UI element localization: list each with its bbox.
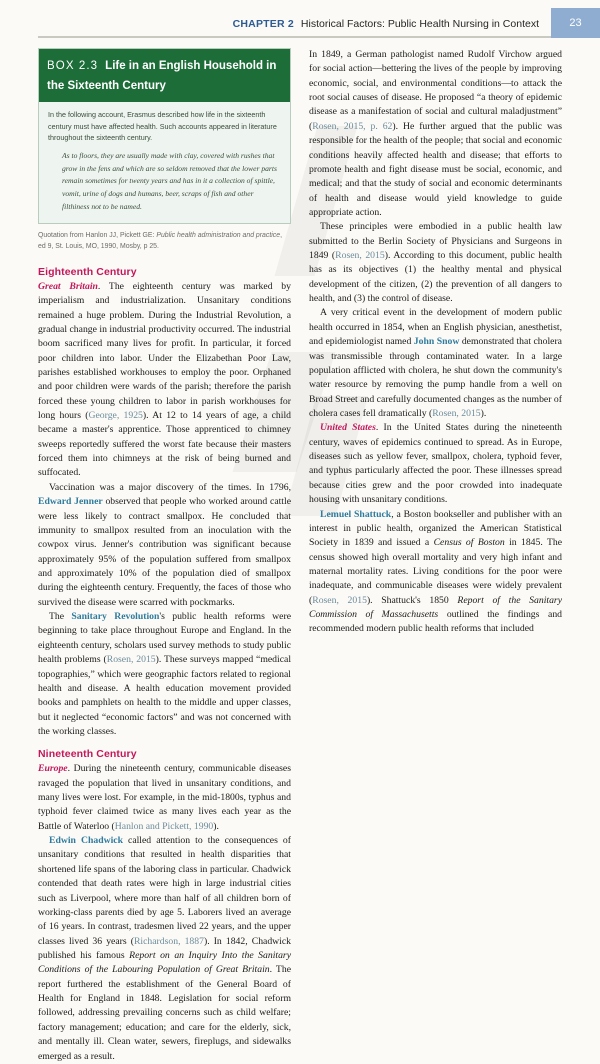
text: called attention to the consequences of unsanitary conditions that resulted in health disparities that shortened life spans of the laboring class in particular. Chadwick contended that death rates were high in large industrial cities such as Liverpool, where more than half of all children born of working-class parents died by age 5. Laborers lived an average of 16 years. In contrast, tradesmen lived 22 years, and the upper classes lived 36 years ( [38, 835, 291, 947]
text: ). Shattuck's 1850 [366, 594, 458, 606]
paragraph-united-states [309, 421, 562, 507]
left-column [38, 48, 292, 1062]
text: . The eighteenth century was marked by imperialism and industrialization. Unsanitary conditions remained a huge problem. During the Industrial Revolution, a gradual change in industrial productivity occurred. The industrial boom sacrificed many lives for profit. In particular, it forced poor children into labor. Under the Elizabethan Poor Law, parishes established workhouses to employ the poor. Orphaned and poor children were wards of the parish; therefore the parish forced these young children to labor in parish workhouses for long hours ( [38, 280, 291, 422]
paragraph-sanitary-revolution [38, 610, 291, 739]
paragraph-vaccination [38, 481, 291, 610]
citation: Rosen, 2015, p. 62 [312, 120, 393, 132]
text: A very critical event in the development of modern public health occurred in 1854, when an English physician, anesthetist, and epidemiologist named [309, 307, 562, 348]
heading-eighteenth-century: Eighteenth Century [38, 265, 137, 278]
person-edwin-chadwick: Edwin Chadwick [49, 835, 123, 847]
chapter-title: Historical Factors: Public Health Nursing in Context [300, 18, 539, 30]
work-title-chadwick-report: Report on an Inquiry Into the Sanitary Conditions of the Labouring Population of Great Britain [38, 949, 291, 976]
heading-nineteenth-century: Nineteenth Century [38, 748, 137, 761]
text: ). [480, 407, 487, 419]
source-title: Public health administration and practice [156, 231, 281, 239]
person-lemuel-shattuck: Lemuel Shattuck [320, 508, 392, 520]
citation: Rosen, 2015 [432, 407, 481, 419]
person-john-snow: John Snow [413, 336, 460, 348]
text: ). According to this document, public health has as its objectives (1) the healthy mental and physical development of the citizen, (2) the prevention of all dangers to health, and (3) the control of disease. [309, 250, 563, 305]
text: in 1845. The census showed high overall mortality and very high infant and maternal mortality rates. Living conditions for the poor were inadequate, and communicable diseases were widely prevalent ( [309, 537, 563, 606]
feature-box-body [39, 102, 290, 223]
citation: Rosen, 2015 [106, 654, 156, 666]
source-suffix: , ed 9, St. Louis, MO, 1990, Mosby, p 25. [38, 231, 282, 250]
feature-box-intro: In the following account, Erasmus described how life in the sixteenth century must have affected health. Such accounts appeared in literature throughout the sixteenth century. [48, 110, 277, 143]
chapter-label: CHAPTER 2 [232, 18, 294, 30]
feature-box-title: Life in an English Household in the Sixteenth Century [47, 60, 277, 92]
work-title-sanitary-commission-report: Report of the Sanitary Commission of Massachusetts [309, 594, 562, 621]
paragraph-john-snow [309, 306, 562, 421]
feature-box-header [39, 49, 290, 102]
text: ). In 1842, Chadwick published his famous [38, 935, 292, 961]
paragraph-virchow [309, 48, 562, 220]
citation: Hanlon and Pickett, 1990 [114, 820, 214, 832]
text: These principles were embodied in a public health law submitted to the Berlin Society of Physicians and Surgeons in 1849 ( [309, 221, 562, 262]
paragraph-edwin-chadwick [38, 834, 291, 1064]
text: ). [213, 820, 219, 832]
text: Vaccination was a major discovery of the times. In 1796, [49, 481, 291, 493]
text: The [49, 611, 72, 623]
feature-box-number: BOX 2.3 [47, 60, 99, 72]
paragraph-lemuel-shattuck [309, 508, 562, 637]
header-rule [38, 36, 551, 38]
right-column [309, 48, 562, 760]
text: demonstrated that cholera was transmissible through contaminated water. In a large population afflicted with cholera, he shut down the community's water resource by removing the pump handle from a well on Broad Street and carefully documented changes as the number of cholera cases fell dramatically ( [309, 336, 562, 419]
text: ). These surveys mapped “medical topographies,” which were geographic factors related to regional health and disease. A health education movement provided books and pamphlets on health to the middle and upper classes, but it neglected “economic factors” and was not concerned with the working classes. [38, 654, 292, 737]
citation: Rosen, 2015 [335, 250, 385, 262]
page-header [0, 0, 600, 42]
person-edward-jenner: Edward Jenner [38, 496, 103, 508]
feature-box-quote: As to floors, they are usually made with clay, covered with rushes that grow in the fens and which are so seldom removed that the lower parts remain sometimes for twenty years and has in it a collection of spittle, vomit, urine of dogs and humans, beer, scraps of fish and other filthiness not to be named. [62, 150, 277, 211]
running-head [38, 14, 551, 32]
text: . In the United States during the nineteenth century, waves of epidemics continued to spread. As in Europe, diseases such as yellow fever, smallpox, cholera, typhoid fever, and typhus particularly affected the poor. These illnesses spread because cities grew and the poor crowded into inadequate housing with unsanitary conditions. [309, 422, 562, 506]
text: , a Boston bookseller and publisher with an interest in public health, organized the American Statistical Society in 1839 and issued a [309, 508, 563, 549]
feature-box-source [38, 230, 291, 252]
citation: Richardson, 1887 [133, 935, 204, 947]
citation: Rosen, 2015 [312, 594, 367, 606]
text: observed that people who worked around cattle were less likely to contract smallpox. He concluded that immunity to smallpox resulted from an inoculation with the cowpox virus. Jenner's contribution was significant because approximately 95% of the population suffered from smallpox and approximately 10% of the population died of smallpox during the eighteenth century. Frequently, the faces of those who survived the disease were scarred with pockmarks. [38, 496, 291, 608]
text: . During the nineteenth century, communicable diseases ravaged the population that lived in unsanitary conditions, and many lives were lost. For example, in the mid-1800s, typhus and typhoid fever claimed twice as many lives each year as the Battle of Waterloo ( [38, 763, 291, 832]
page-number: 23 [551, 8, 600, 38]
text: . The report furthered the establishment of the General Board of Health for England in 1848. Legislation for social reform followed, addressing prevailing concerns such as child welfare; factory management; education; and care for the elderly, sick, and mentally ill. Clean water, sewers, fireplugs, and sidewalks emerged as a result. [38, 964, 291, 1062]
source-prefix: Quotation from Hanlon JJ, Pickett GE: [38, 231, 157, 239]
paragraph-great-britain [38, 280, 291, 481]
runin-great-britain: Great Britain [38, 280, 98, 292]
term-sanitary-revolution: Sanitary Revolution [71, 611, 160, 623]
paragraph-europe [38, 762, 291, 834]
text: In 1849, a German pathologist named Rudolf Virchow argued for social action—bettering the lives of the people by improving economic, social, and environmental conditions—to attack the root social causes of disease. He proposed “a theory of epidemic disease as a manifestation of social and cultural maladjustment” ( [309, 49, 562, 132]
text: 's public health reforms were beginning to take place throughout Europe and England. In the eighteenth century, scholars used survey methods to study public health problems ( [38, 611, 291, 666]
text: ). He further argued that the public was responsible for the health of the people; that social and economic conditions heavily affected health and disease; that efforts to promote health and fight disease must be social, economic, and medical; and that the study of social and economic determinants of health and disease would yield knowledge to guide appropriate action. [309, 120, 563, 218]
runin-europe: Europe [38, 763, 68, 775]
text: outlined the findings and recommended modern public health reforms that included [309, 609, 563, 635]
runin-united-states: United States [320, 422, 376, 434]
paragraph-berlin-law [309, 220, 562, 306]
article-columns [38, 48, 563, 1062]
feature-box-2-3 [38, 48, 291, 224]
work-title-census-of-boston: Census of Boston [433, 537, 505, 549]
citation: George, 1925 [88, 410, 143, 422]
text: ). At 12 to 14 years of age, a child became a master's apprentice. Those apprenticed to chimney sweeps reportedly suffered the worst fate because their masters forced them into chimneys at the risk of being burned and suffocated. [38, 410, 291, 479]
